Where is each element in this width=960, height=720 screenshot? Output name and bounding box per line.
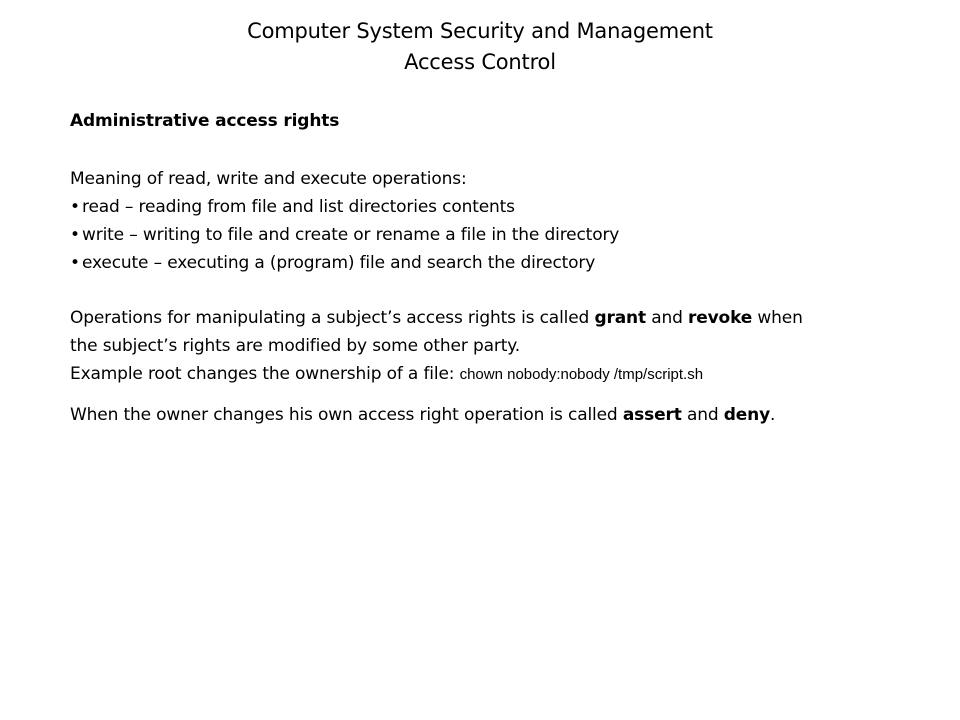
term-deny: deny bbox=[723, 405, 771, 425]
grant-revoke-paragraph: Operations for manipulating a subject’s access rights is called grant and revoke when bbox=[70, 308, 803, 328]
example-line: Example root changes the ownership of a file: chown nobody:nobody /tmp/script.sh bbox=[70, 364, 704, 384]
bullet-icon: • bbox=[70, 197, 80, 217]
grant-revoke-paragraph-line2: the subject’s rights are modified by some other party. bbox=[70, 336, 520, 356]
bullet-text: execute – executing a (program) file and search the directory bbox=[82, 253, 596, 273]
intro-text: Meaning of read, write and execute operations: bbox=[70, 169, 467, 189]
term-grant: grant bbox=[594, 308, 646, 328]
bullet-text: write – writing to file and create or rename a file in the directory bbox=[82, 225, 620, 245]
slide-body bbox=[70, 107, 930, 429]
bullet-icon: • bbox=[70, 225, 80, 245]
slide-title bbox=[0, 16, 960, 78]
bullet-text: read – reading from file and list directories contents bbox=[82, 197, 515, 217]
title-line-1: Computer System Security and Management bbox=[247, 19, 713, 43]
term-revoke: revoke bbox=[688, 308, 753, 328]
title-line-2: Access Control bbox=[404, 50, 556, 74]
bullet-item-write bbox=[70, 221, 930, 249]
bullet-item-execute bbox=[70, 249, 930, 277]
example-command: chown nobody:nobody /tmp/script.sh bbox=[459, 366, 704, 383]
bullet-icon: • bbox=[70, 253, 80, 273]
section-heading: Administrative access rights bbox=[70, 111, 340, 131]
assert-deny-paragraph: When the owner changes his own access right operation is called assert and deny. bbox=[70, 405, 776, 425]
term-assert: assert bbox=[622, 405, 682, 425]
bullet-item-read bbox=[70, 193, 930, 221]
